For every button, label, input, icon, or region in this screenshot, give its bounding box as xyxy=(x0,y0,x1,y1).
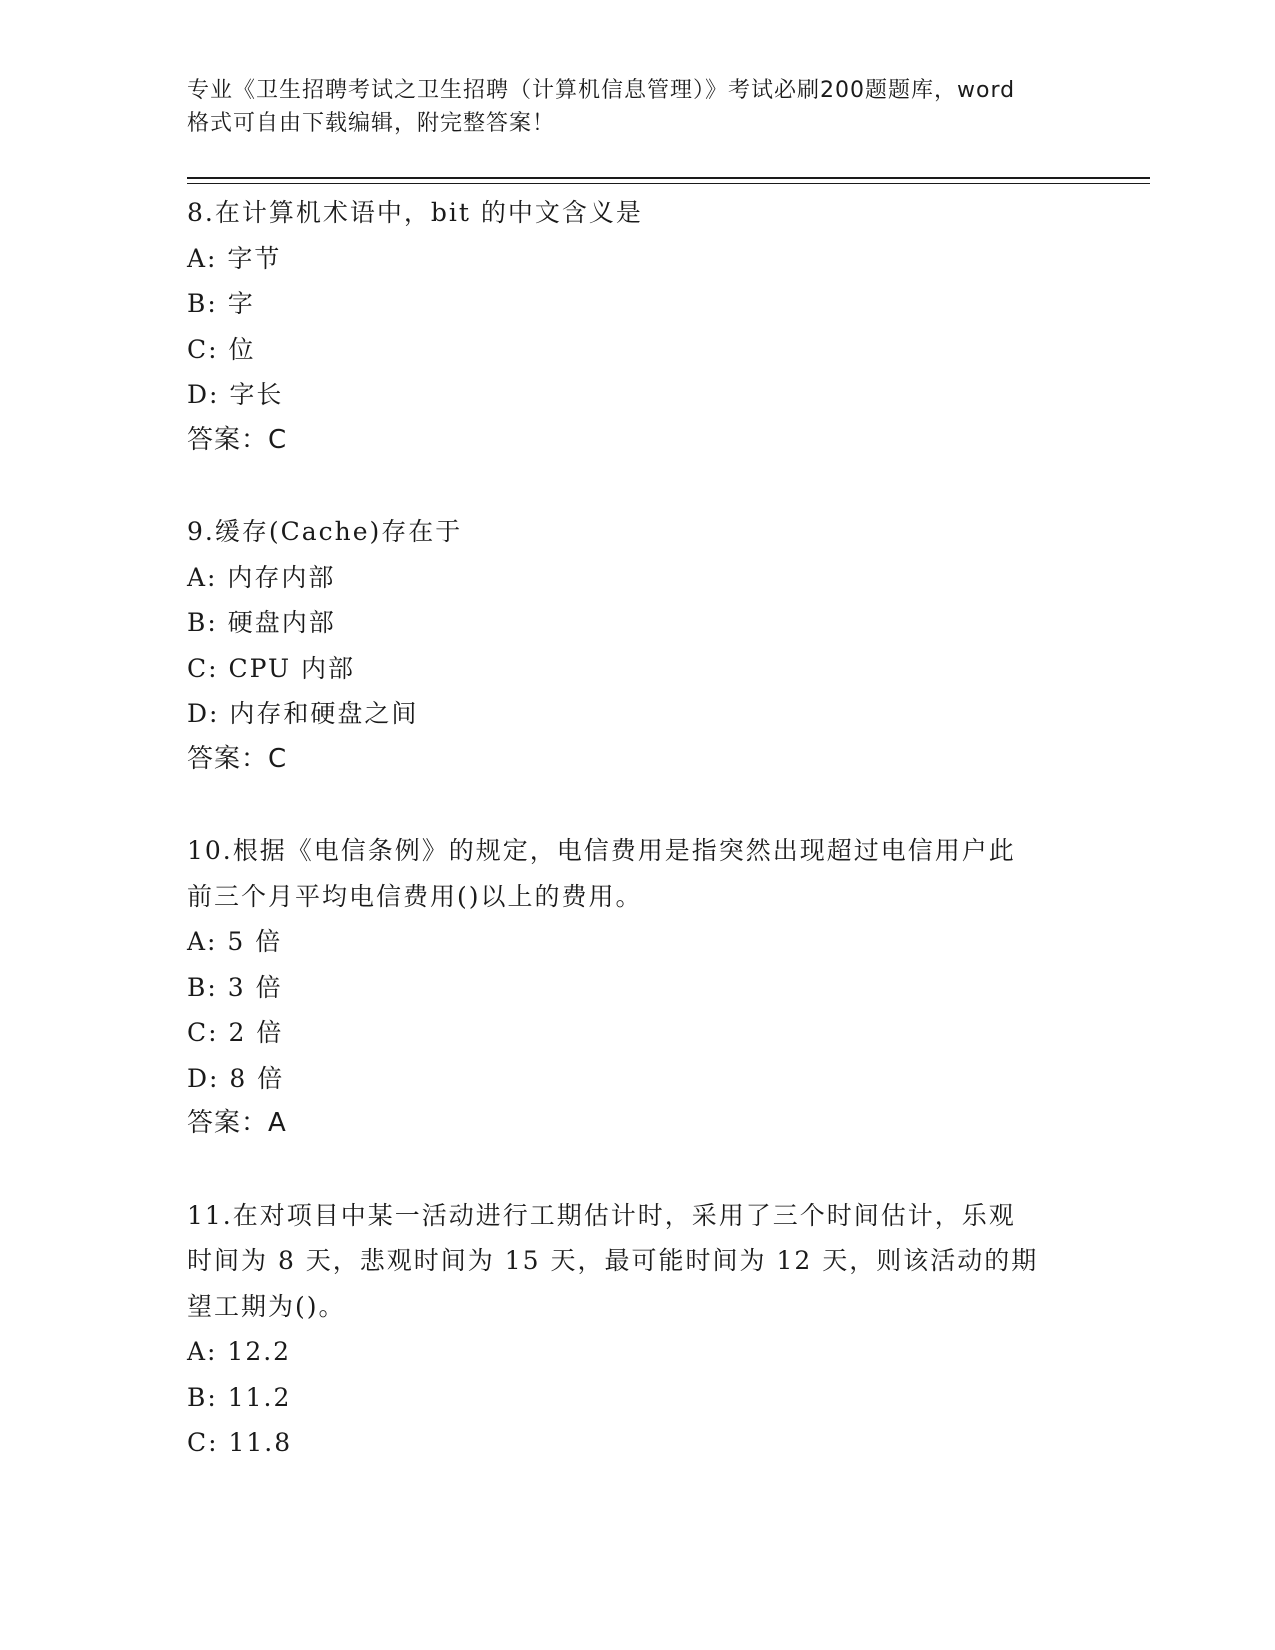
question-item xyxy=(187,509,1087,782)
question-stem-line: 9.缓存(Cache)存在于 xyxy=(187,517,463,546)
question-stem-line: 前三个月平均电信费用()以上的费用。 xyxy=(187,881,643,911)
question-stem-line: 11.在对项目中某一活动进行工期估计时，采用了三个时间估计，乐观 xyxy=(187,1200,1016,1230)
answer-option: B: 硬盘内部 xyxy=(187,608,336,637)
answer-option: A: 内存内部 xyxy=(187,562,336,592)
question-item xyxy=(187,190,1087,463)
header-divider-thick xyxy=(187,177,1150,179)
answer-option: D: 内存和硬盘之间 xyxy=(187,699,419,728)
answer-option: B: 11.2 xyxy=(187,1382,292,1412)
question-stem xyxy=(187,1193,1087,1330)
document-header xyxy=(187,74,1087,140)
question-stem-line: 时间为 8 天，悲观时间为 15 天，最可能时间为 12 天，则该活动的期 xyxy=(187,1246,1039,1275)
question-item xyxy=(187,828,1087,1147)
answer-option: A: 5 倍 xyxy=(187,927,283,956)
header-line-1: 专业《卫生招聘考试之卫生招聘（计算机信息管理）》考试必刷200题题库，word xyxy=(187,78,1016,103)
answer-option: B: 字 xyxy=(187,289,255,318)
answer-option: A: 字节 xyxy=(187,243,282,273)
question-stem xyxy=(187,509,1087,555)
header-divider-thin xyxy=(187,183,1150,184)
question-stem xyxy=(187,828,1087,919)
answer-option: D: 字长 xyxy=(187,380,284,409)
answer-option: D: 8 倍 xyxy=(187,1063,285,1093)
answer-option: B: 3 倍 xyxy=(187,972,283,1002)
answer-option: C: 11.8 xyxy=(187,1428,293,1457)
answer-key: 答案：A xyxy=(187,1108,287,1138)
header-line-2: 格式可自由下载编辑，附完整答案！ xyxy=(187,111,556,136)
answer-option: C: 位 xyxy=(187,334,256,364)
answer-option: C: CPU 内部 xyxy=(187,653,356,683)
question-stem xyxy=(187,190,1087,236)
answer-key: 答案：C xyxy=(187,743,288,774)
answer-option: A: 12.2 xyxy=(187,1337,292,1366)
question-stem-line: 8.在计算机术语中，bit 的中文含义是 xyxy=(187,198,643,227)
answer-key: 答案：C xyxy=(187,424,288,455)
question-stem-line: 10.根据《电信条例》的规定，电信费用是指突然出现超过电信用户此 xyxy=(187,836,1016,865)
question-list xyxy=(187,190,1087,1512)
question-item xyxy=(187,1193,1087,1466)
question-stem-line: 望工期为()。 xyxy=(187,1291,346,1321)
answer-option: C: 2 倍 xyxy=(187,1018,284,1047)
